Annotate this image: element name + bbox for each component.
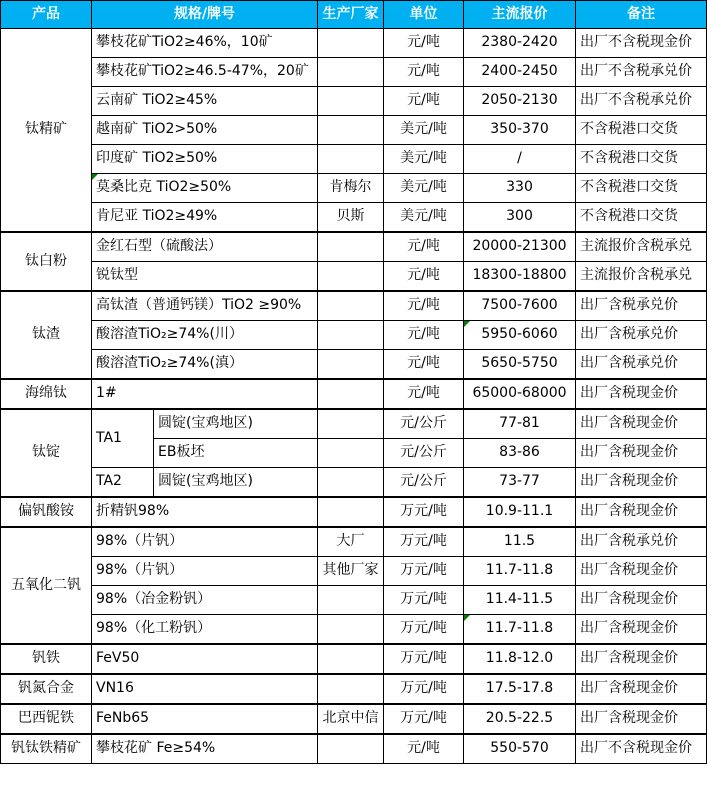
note-cell: 不含税港口交货 [576, 174, 707, 203]
unit-cell: 元/公斤 [384, 468, 464, 498]
note-cell: 不含税港口交货 [576, 145, 707, 174]
manufacturer-cell [318, 145, 384, 174]
manufacturer-cell [318, 321, 384, 350]
unit-cell: 元/吨 [384, 232, 464, 262]
price-cell: 73-77 [464, 468, 576, 498]
unit-cell: 元/吨 [384, 321, 464, 350]
unit-cell: 元/吨 [384, 58, 464, 87]
table-row [1, 527, 707, 557]
note-cell: 出厂不含税承兑价 [576, 87, 707, 116]
spec-text: 莫桑比克 TiO2≥50% [96, 179, 232, 196]
spec-cell: 圆锭(宝鸡地区) [154, 468, 318, 498]
unit-cell: 万元/吨 [384, 557, 464, 586]
price-cell: 65000-68000 [464, 379, 576, 409]
unit-cell: 元/吨 [384, 379, 464, 409]
spec-cell: 云南矿 TiO2≥45% [92, 87, 318, 116]
unit-cell: 元/吨 [384, 291, 464, 321]
spec-cell: 高钛渣（普通钙镁）TiO2 ≥90% [92, 291, 318, 321]
price-cell: 20000-21300 [464, 232, 576, 262]
note-cell: 出厂含税现金价 [576, 379, 707, 409]
note-cell: 出厂含税现金价 [576, 557, 707, 586]
note-cell: 主流报价含税承兑 [576, 262, 707, 292]
manufacturer-cell [318, 116, 384, 145]
table-row [1, 674, 707, 704]
spec-cell: VN16 [92, 674, 318, 704]
manufacturer-cell: 其他厂家 [318, 557, 384, 586]
unit-cell: 万元/吨 [384, 527, 464, 557]
product-cell: 钒钛铁精矿 [1, 734, 92, 764]
manufacturer-cell [318, 615, 384, 645]
table-row [1, 409, 707, 439]
note-cell: 出厂含税现金价 [576, 497, 707, 527]
spec-cell: 肯尼亚 TiO2≥49% [92, 203, 318, 233]
price-cell: 5650-5750 [464, 350, 576, 380]
price-cell: 11.8-12.0 [464, 644, 576, 674]
manufacturer-cell: 大厂 [318, 527, 384, 557]
price-text: 11.7-11.8 [485, 620, 554, 637]
table-row [1, 615, 707, 645]
unit-cell: 美元/吨 [384, 116, 464, 145]
product-cell: 钛锭 [1, 409, 92, 497]
note-cell: 出厂含税承兑价 [576, 350, 707, 380]
table-row [1, 557, 707, 586]
table-row [1, 734, 707, 764]
table-row [1, 704, 707, 734]
unit-cell: 万元/吨 [384, 615, 464, 645]
spec-cell: 攀枝花矿TiO2≥46.5-47%，20矿 [92, 58, 318, 87]
manufacturer-cell [318, 468, 384, 498]
price-cell: 20.5-22.5 [464, 704, 576, 734]
product-cell: 钒氮合金 [1, 674, 92, 704]
table-row [1, 321, 707, 350]
price-cell [464, 615, 576, 645]
price-cell: 17.5-17.8 [464, 674, 576, 704]
spec-cell: 锐钛型 [92, 262, 318, 292]
price-cell: 550-570 [464, 734, 576, 764]
table-row [1, 232, 707, 262]
spec-cell [92, 174, 318, 203]
price-cell: 300 [464, 203, 576, 233]
unit-cell: 元/公斤 [384, 439, 464, 468]
price-cell: 7500-7600 [464, 291, 576, 321]
note-cell: 出厂含税现金价 [576, 468, 707, 498]
product-cell: 钛精矿 [1, 29, 92, 233]
price-cell: 2400-2450 [464, 58, 576, 87]
unit-cell: 元/吨 [384, 350, 464, 380]
price-cell: 330 [464, 174, 576, 203]
spec-cell: FeNb65 [92, 704, 318, 734]
column-header-manufacturer: 生产厂家 [318, 1, 384, 29]
spec-cell: EB板坯 [154, 439, 318, 468]
spec-cell: 攀枝花矿 Fe≥54% [92, 734, 318, 764]
table-row [1, 174, 707, 203]
price-cell: 77-81 [464, 409, 576, 439]
product-cell: 钒铁 [1, 644, 92, 674]
price-cell: 11.5 [464, 527, 576, 557]
note-cell: 出厂不含税承兑价 [576, 58, 707, 87]
table-row [1, 203, 707, 233]
spec-cell: FeV50 [92, 644, 318, 674]
table-row [1, 350, 707, 380]
spec-cell: 攀枝花矿TiO2≥46%，10矿 [92, 29, 318, 58]
price-cell: / [464, 145, 576, 174]
manufacturer-cell [318, 87, 384, 116]
unit-cell: 元/吨 [384, 262, 464, 292]
column-header-product: 产品 [1, 1, 92, 29]
table-row [1, 291, 707, 321]
spec-cell: 98%（冶金粉钒） [92, 586, 318, 615]
product-cell: 巴西铌铁 [1, 704, 92, 734]
product-cell: 五氧化二钒 [1, 527, 92, 644]
unit-cell: 美元/吨 [384, 145, 464, 174]
note-cell: 不含税港口交货 [576, 203, 707, 233]
note-cell: 出厂不含税现金价 [576, 29, 707, 58]
note-cell: 出厂不含税现金价 [576, 734, 707, 764]
table-row [1, 379, 707, 409]
manufacturer-cell [318, 409, 384, 439]
price-cell [464, 321, 576, 350]
spec-cell: 98%（片钒） [92, 527, 318, 557]
column-header-spec: 规格/牌号 [92, 1, 318, 29]
spec-cell: 98%（化工粉钒） [92, 615, 318, 645]
unit-cell: 万元/吨 [384, 674, 464, 704]
comment-marker-icon [464, 615, 470, 621]
price-cell: 83-86 [464, 439, 576, 468]
unit-cell: 万元/吨 [384, 586, 464, 615]
table-row [1, 644, 707, 674]
spec-cell: 酸溶渣TiO₂≥74%(滇） [92, 350, 318, 380]
header-row [1, 1, 707, 29]
table-row [1, 87, 707, 116]
grade-cell: TA1 [92, 409, 154, 468]
manufacturer-cell: 北京中信 [318, 704, 384, 734]
unit-cell: 元/公斤 [384, 409, 464, 439]
grade-cell: TA2 [92, 468, 154, 498]
note-cell: 出厂含税现金价 [576, 615, 707, 645]
note-cell: 出厂含税承兑价 [576, 291, 707, 321]
spec-cell: 1# [92, 379, 318, 409]
spec-cell: 98%（片钒） [92, 557, 318, 586]
price-cell: 11.7-11.8 [464, 557, 576, 586]
spec-cell: 圆锭(宝鸡地区) [154, 409, 318, 439]
spec-cell: 金红石型（硫酸法） [92, 232, 318, 262]
manufacturer-cell [318, 497, 384, 527]
unit-cell: 万元/吨 [384, 497, 464, 527]
price-text: 5950-6060 [481, 326, 558, 343]
manufacturer-cell [318, 734, 384, 764]
comment-marker-icon [92, 174, 98, 180]
table-row [1, 497, 707, 527]
note-cell: 不含税港口交货 [576, 116, 707, 145]
manufacturer-cell [318, 29, 384, 58]
table-row [1, 29, 707, 58]
unit-cell: 元/吨 [384, 87, 464, 116]
note-cell: 主流报价含税承兑 [576, 232, 707, 262]
manufacturer-cell [318, 379, 384, 409]
unit-cell: 美元/吨 [384, 174, 464, 203]
manufacturer-cell [318, 291, 384, 321]
note-cell: 出厂含税承兑价 [576, 321, 707, 350]
manufacturer-cell [318, 350, 384, 380]
spec-cell: 印度矿 TiO2≥50% [92, 145, 318, 174]
manufacturer-cell [318, 262, 384, 292]
spec-cell: 酸溶渣TiO₂≥74%(川） [92, 321, 318, 350]
unit-cell: 万元/吨 [384, 704, 464, 734]
price-cell: 2050-2130 [464, 87, 576, 116]
table-row [1, 116, 707, 145]
unit-cell: 美元/吨 [384, 203, 464, 233]
table-row [1, 145, 707, 174]
price-cell: 2380-2420 [464, 29, 576, 58]
column-header-note: 备注 [576, 1, 707, 29]
unit-cell: 万元/吨 [384, 644, 464, 674]
column-header-unit: 单位 [384, 1, 464, 29]
note-cell: 出厂含税现金价 [576, 439, 707, 468]
manufacturer-cell [318, 232, 384, 262]
note-cell: 出厂含税现金价 [576, 586, 707, 615]
price-cell: 350-370 [464, 116, 576, 145]
note-cell: 出厂含税现金价 [576, 409, 707, 439]
product-cell: 钛渣 [1, 291, 92, 379]
note-cell: 出厂含税现金价 [576, 644, 707, 674]
table-row [1, 58, 707, 87]
manufacturer-cell [318, 58, 384, 87]
table-row [1, 262, 707, 292]
product-cell: 偏钒酸铵 [1, 497, 92, 527]
table-row [1, 586, 707, 615]
table-row [1, 468, 707, 498]
manufacturer-cell [318, 439, 384, 468]
column-header-price: 主流报价 [464, 1, 576, 29]
note-cell: 出厂含税现金价 [576, 704, 707, 734]
unit-cell: 元/吨 [384, 734, 464, 764]
product-cell: 海绵钛 [1, 379, 92, 409]
price-cell: 10.9-11.1 [464, 497, 576, 527]
manufacturer-cell: 肯梅尔 [318, 174, 384, 203]
note-cell: 出厂含税现金价 [576, 674, 707, 704]
price-cell: 18300-18800 [464, 262, 576, 292]
spec-cell: 折精钒98% [92, 497, 318, 527]
unit-cell: 元/吨 [384, 29, 464, 58]
manufacturer-cell [318, 586, 384, 615]
comment-marker-icon [464, 321, 470, 327]
note-cell: 出厂含税承兑价 [576, 527, 707, 557]
product-cell: 钛白粉 [1, 232, 92, 291]
manufacturer-cell: 贝斯 [318, 203, 384, 233]
spec-cell: 越南矿 TiO2>50% [92, 116, 318, 145]
price-cell: 11.4-11.5 [464, 586, 576, 615]
manufacturer-cell [318, 644, 384, 674]
manufacturer-cell [318, 674, 384, 704]
